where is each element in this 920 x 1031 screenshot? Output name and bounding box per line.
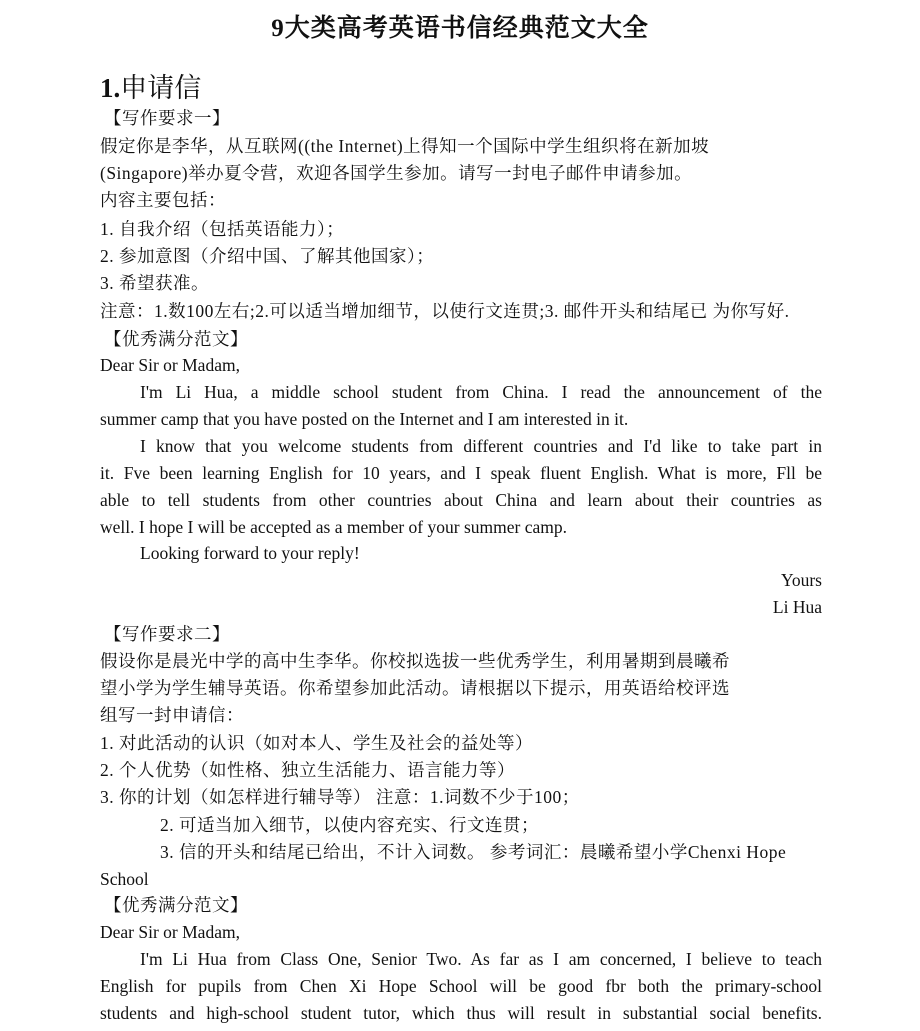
sample1-p2-line-3: able to tell students from other countries about China and learn about their countries as [100, 490, 822, 510]
document-title: 9大类高考英语书信经典范文大全 [271, 15, 649, 42]
section-number: 1. [100, 73, 121, 103]
sample2-p1-line-2: English for pupils from Chen Xi Hope School will be good fbr both the primary-school [100, 976, 822, 996]
sample1-sign-name: Li Hua [772, 597, 822, 617]
sample2-salutation: Dear Sir or Madam, [100, 922, 240, 942]
sample2-p1-line-1: I'm Li Hua from Class One, Senior Two. As far as I am concerned, I believe to teach [140, 949, 822, 969]
sample1-p1-line-2: summer camp that you have posted on the Internet and I am interested in it. [100, 409, 629, 429]
req1-line-3: 内容主要包括： [100, 190, 226, 210]
section-heading [100, 66, 201, 105]
sample1-paragraph-1 [100, 380, 822, 431]
sample1-label: 【优秀满分范文】 [104, 329, 248, 349]
sample2-paragraph-1 [100, 947, 822, 1025]
req2-line-6: 3. 你的计划（如怎样进行辅导等） 注意：1.词数不少于100； [100, 787, 580, 807]
req1-line-4: 1. 自我介绍（包括英语能力）； [100, 219, 345, 239]
req2-line-5: 2. 个人优势（如性格、独立生活能力、语言能力等） [100, 760, 515, 780]
req2-line-3: 组写一封申请信： [100, 705, 244, 725]
req2-line-4: 1. 对此活动的认识（如对本人、学生及社会的益处等） [100, 733, 533, 753]
req2-note-2: 2. 可适当加入细节，以使内容充实、行文连贯； [160, 815, 539, 835]
sample2-label: 【优秀满分范文】 [104, 895, 248, 915]
req1-line-7: 注意：1.数100左右;2.可以适当增加细节，以使行文连贯;3. 邮件开头和结尾已 为你写好. [100, 301, 790, 321]
req1-line-1: 假定你是李华，从互联网((the Internet)上得知一个国际中学生组织将在新加坡 [100, 136, 710, 156]
sample1-p2-line-1: I know that you welcome students from different countries and I'd like to take part in [140, 436, 822, 456]
req2-line-1: 假设你是晨光中学的高中生李华。你校拟选拔一些优秀学生，利用暑期到晨曦希 [100, 651, 730, 671]
sample2-p1-line-3: students and high-school student tutor, which thus will result in substantial social benefits. [100, 1003, 822, 1023]
sample1-paragraph-2 [100, 434, 822, 539]
sample1-closing-line: Looking forward to your reply! [140, 543, 360, 563]
req2-note-3: 3. 信的开头和结尾已给出，不计入词数。 参考词汇：晨曦希望小学Chenxi Hope [160, 842, 787, 862]
req1-line-2: (Singapore)举办夏令营，欢迎各国学生参加。请写一封电子邮件申请参加。 [100, 163, 693, 183]
sample1-salutation: Dear Sir or Madam, [100, 355, 240, 375]
sample1-sign-yours: Yours [780, 570, 822, 590]
sample1-p1-line-1: I'm Li Hua, a middle school student from China. I read the announcement of the [140, 382, 822, 402]
sample1-p2-line-4: well. I hope I will be accepted as a member of your summer camp. [100, 517, 567, 537]
sample1-p2-line-2: it. Fve been learning English for 10 years, and I speak fluent English. What is more, Fll be [100, 463, 822, 483]
req1-label: 【写作要求一】 [104, 108, 230, 128]
req1-line-6: 3. 希望获准。 [100, 273, 209, 293]
req2-note-3-cont: School [100, 869, 149, 889]
section-title: 申请信 [120, 73, 202, 103]
req2-label: 【写作要求二】 [104, 624, 230, 644]
req1-line-5: 2. 参加意图（介绍中国、了解其他国家）； [100, 246, 435, 266]
req2-line-2: 望小学为学生辅导英语。你希望参加此活动。请根据以下提示，用英语给校评选 [100, 678, 730, 698]
